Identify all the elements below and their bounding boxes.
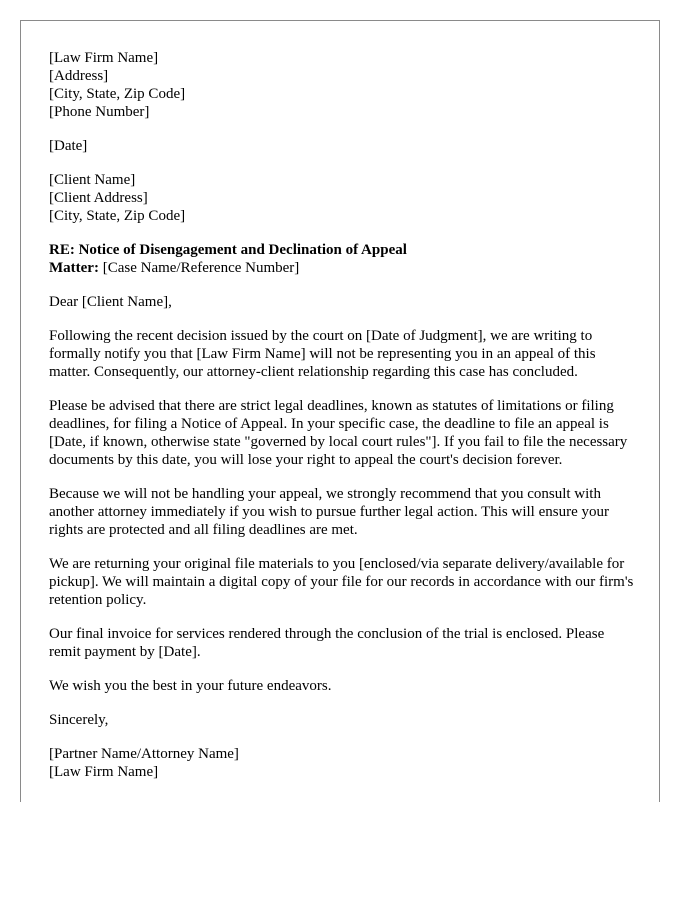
closing: Sincerely, [49, 712, 109, 728]
subject-block [49, 241, 639, 277]
closing-block [49, 711, 639, 729]
salutation-block [49, 293, 639, 311]
sender-phone: [Phone Number] [49, 104, 150, 120]
letter-date: [Date] [49, 138, 88, 154]
sender-block [49, 49, 639, 121]
paragraph-file-materials: We are returning your original file materials to you [enclosed/via separate delivery/available for pickup]. We will maintain a digital copy of your file for our records in accordance with our firm's retention policy. [49, 556, 634, 608]
recipient-block [49, 171, 639, 225]
letter-body [49, 49, 639, 797]
signature-block [49, 745, 639, 781]
sender-city-state-zip: [City, State, Zip Code] [49, 86, 186, 102]
paragraph-deadlines: Please be advised that there are strict legal deadlines, known as statutes of limitations or filing deadlines, for filing a Notice of Appeal. In your specific case, the deadline to file an appeal is [Date, if known, otherwise state "governed by local court rules"]. If you fail to file the necessary documents by this date, you will lose your right to appeal the court's decision forever. [49, 398, 628, 468]
signature-firm: [Law Firm Name] [49, 764, 159, 780]
signature-name: [Partner Name/Attorney Name] [49, 746, 239, 762]
paragraph-decision: Following the recent decision issued by the court on [Date of Judgment], we are writing to formally notify you that [Law Firm Name] will not be representing you in an appeal of this matter. Consequently, our attorney-client relationship regarding this case has concluded. [49, 328, 596, 380]
sender-address: [Address] [49, 68, 109, 84]
salutation: Dear [Client Name], [49, 294, 172, 310]
paragraph-well-wishes: We wish you the best in your future endeavors. [49, 678, 332, 694]
date-block [49, 137, 639, 155]
recipient-name: [Client Name] [49, 172, 136, 188]
matter-label: Matter: [49, 260, 99, 276]
letter-page [20, 20, 660, 802]
paragraph-consult-attorney: Because we will not be handling your appeal, we strongly recommend that you consult with another attorney immediately if you wish to pursue further legal action. This will ensure your rights are protected and all filing deadlines are met. [49, 486, 609, 538]
recipient-address: [Client Address] [49, 190, 148, 206]
paragraph-invoice: Our final invoice for services rendered through the conclusion of the trial is enclosed. Please remit payment by [Date]. [49, 626, 605, 660]
recipient-city-state-zip: [City, State, Zip Code] [49, 208, 186, 224]
matter-value: [Case Name/Reference Number] [98, 260, 300, 276]
matter-line [49, 259, 639, 277]
sender-firm-name: [Law Firm Name] [49, 50, 159, 66]
re-line: RE: Notice of Disengagement and Declination of Appeal [49, 242, 407, 258]
